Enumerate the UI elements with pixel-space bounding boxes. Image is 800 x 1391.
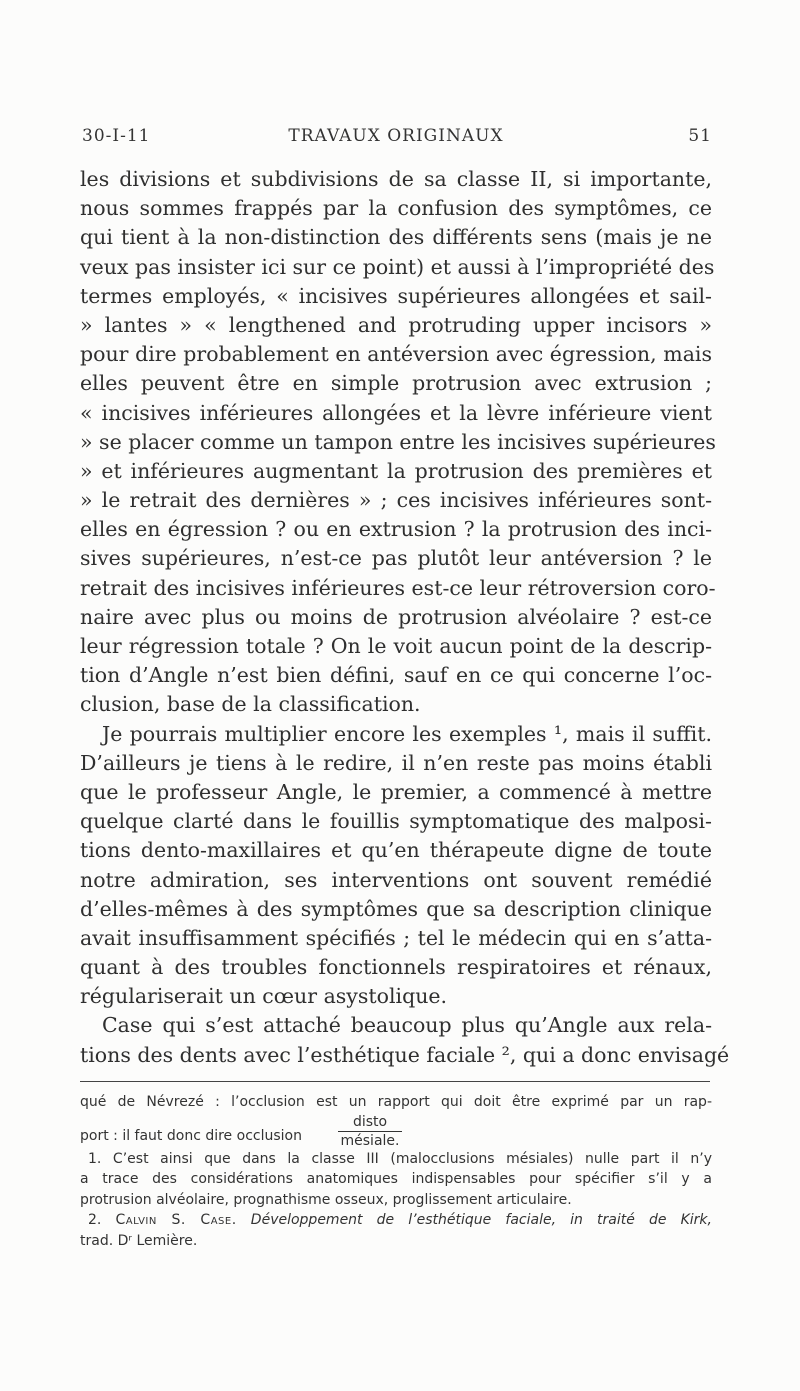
body-line: « incisives inférieures allongées et la lèvre inférieure vient	[80, 400, 712, 425]
footnote-continuation-line: qué de Névrezé : l’occlusion est un rapport qui doit être exprimé par un rap-	[80, 1094, 712, 1110]
footnote-1-line: 1. C’est ainsi que dans la classe III (malocclusions mésiales) nulle part il n’y	[88, 1150, 712, 1167]
body-line: leur régression totale ? On le voit aucun point de la descrip-	[80, 634, 712, 658]
footnote-2-author: Calvin S. Case.	[115, 1212, 237, 1228]
body-line: tions des dents avec l’esthétique faciale ², qui a donc envisagé	[80, 1042, 730, 1067]
footnote-2-line	[80, 1210, 712, 1231]
occlusion-fraction	[338, 1113, 402, 1150]
body-line: régulariserait un cœur asystolique.	[80, 984, 448, 1009]
body-line: » le retrait des dernières » ; ces incisives inférieures sont-	[80, 488, 712, 513]
page-number: 51	[688, 126, 712, 146]
body-line: quelque clarté dans le fouillis symptomatique des malposi-	[80, 809, 712, 834]
footnote-1-line: protrusion alvéolaire, prognathisme osseux, proglissement articulaire.	[80, 1191, 572, 1208]
body-line: tion d’Angle n’est bien défini, sauf en ce qui concerne l’oc-	[80, 663, 712, 688]
body-line: Case qui s’est attaché beaucoup plus qu’Angle aux rela-	[102, 1013, 712, 1038]
body-line: » et inférieures augmentant la protrusion des premières et	[80, 458, 712, 483]
body-line: termes employés, « incisives supérieures allongées et sail-	[80, 283, 712, 308]
body-line: les divisions et subdivisions de sa classe II, si importante,	[80, 167, 712, 191]
body-line: d’elles-mêmes à des symptômes que sa description clinique	[80, 896, 712, 921]
header-date: 30-I-11	[82, 126, 151, 146]
fraction-denominator: mésiale.	[340, 1132, 400, 1149]
body-text	[80, 165, 730, 1070]
body-line: tions dento-maxillaires et qu’en thérapeute digne de toute	[80, 838, 712, 863]
body-line: notre admiration, ses interventions ont souvent remédié	[80, 867, 712, 892]
footnote-fraction-row	[80, 1113, 712, 1149]
body-line: pour dire probablement en antéversion avec égression, mais	[80, 342, 712, 367]
fraction-numerator: disto	[338, 1113, 402, 1132]
body-line: veux pas insister ici sur ce point) et aussi à l’impropriété des	[80, 254, 715, 279]
running-header	[80, 126, 712, 150]
body-line: clusion, base de la classification.	[80, 692, 421, 717]
body-line: que le professeur Angle, le premier, a commencé à mettre	[80, 779, 712, 804]
footnote-continuation-lead: port : il faut donc dire occlusion	[80, 1127, 302, 1144]
body-line: nous sommes frappés par la confusion des symptômes, ce	[80, 196, 712, 221]
header-section-title: TRAVAUX ORIGINAUX	[288, 126, 504, 146]
body-line: quant à des troubles fonctionnels respiratoires et rénaux,	[80, 955, 712, 980]
body-line: » lantes » « lengthened and protruding upper incisors »	[80, 312, 712, 337]
body-line: sives supérieures, n’est-ce pas plutôt leur antéversion ? le	[80, 546, 712, 571]
body-line: avait insuffisamment spécifiés ; tel le médecin qui en s’atta-	[80, 925, 712, 950]
body-line: naire avec plus ou moins de protrusion alvéolaire ? est-ce	[80, 604, 712, 629]
footnote-1-line: a trace des considérations anatomiques indispensables pour spécifier s’il y a	[80, 1171, 712, 1187]
body-line: qui tient à la non-distinction des différents sens (mais je ne	[80, 225, 712, 250]
body-line: D’ailleurs je tiens à le redire, il n’en reste pas moins établi	[80, 750, 712, 775]
body-line: » se placer comme un tampon entre les incisives supérieures	[80, 429, 716, 454]
body-line: Je pourrais multiplier encore les exemples ¹, mais il suffit.	[102, 721, 712, 746]
footnote-separator	[80, 1081, 710, 1082]
body-line: elles en égression ? ou en extrusion ? la protrusion des inci-	[80, 517, 712, 542]
footnote-2-line: trad. Dʳ Lemière.	[80, 1232, 198, 1249]
footnotes	[80, 1092, 712, 1251]
footnote-2-number: 2.	[88, 1212, 116, 1228]
footnote-2-title: Développement de l’esthétique faciale, in traité de Kirk,	[250, 1212, 712, 1228]
body-line: elles peuvent être en simple protrusion avec extrusion ;	[80, 371, 712, 396]
body-line: retrait des incisives inférieures est-ce leur rétroversion coro-	[80, 575, 716, 600]
